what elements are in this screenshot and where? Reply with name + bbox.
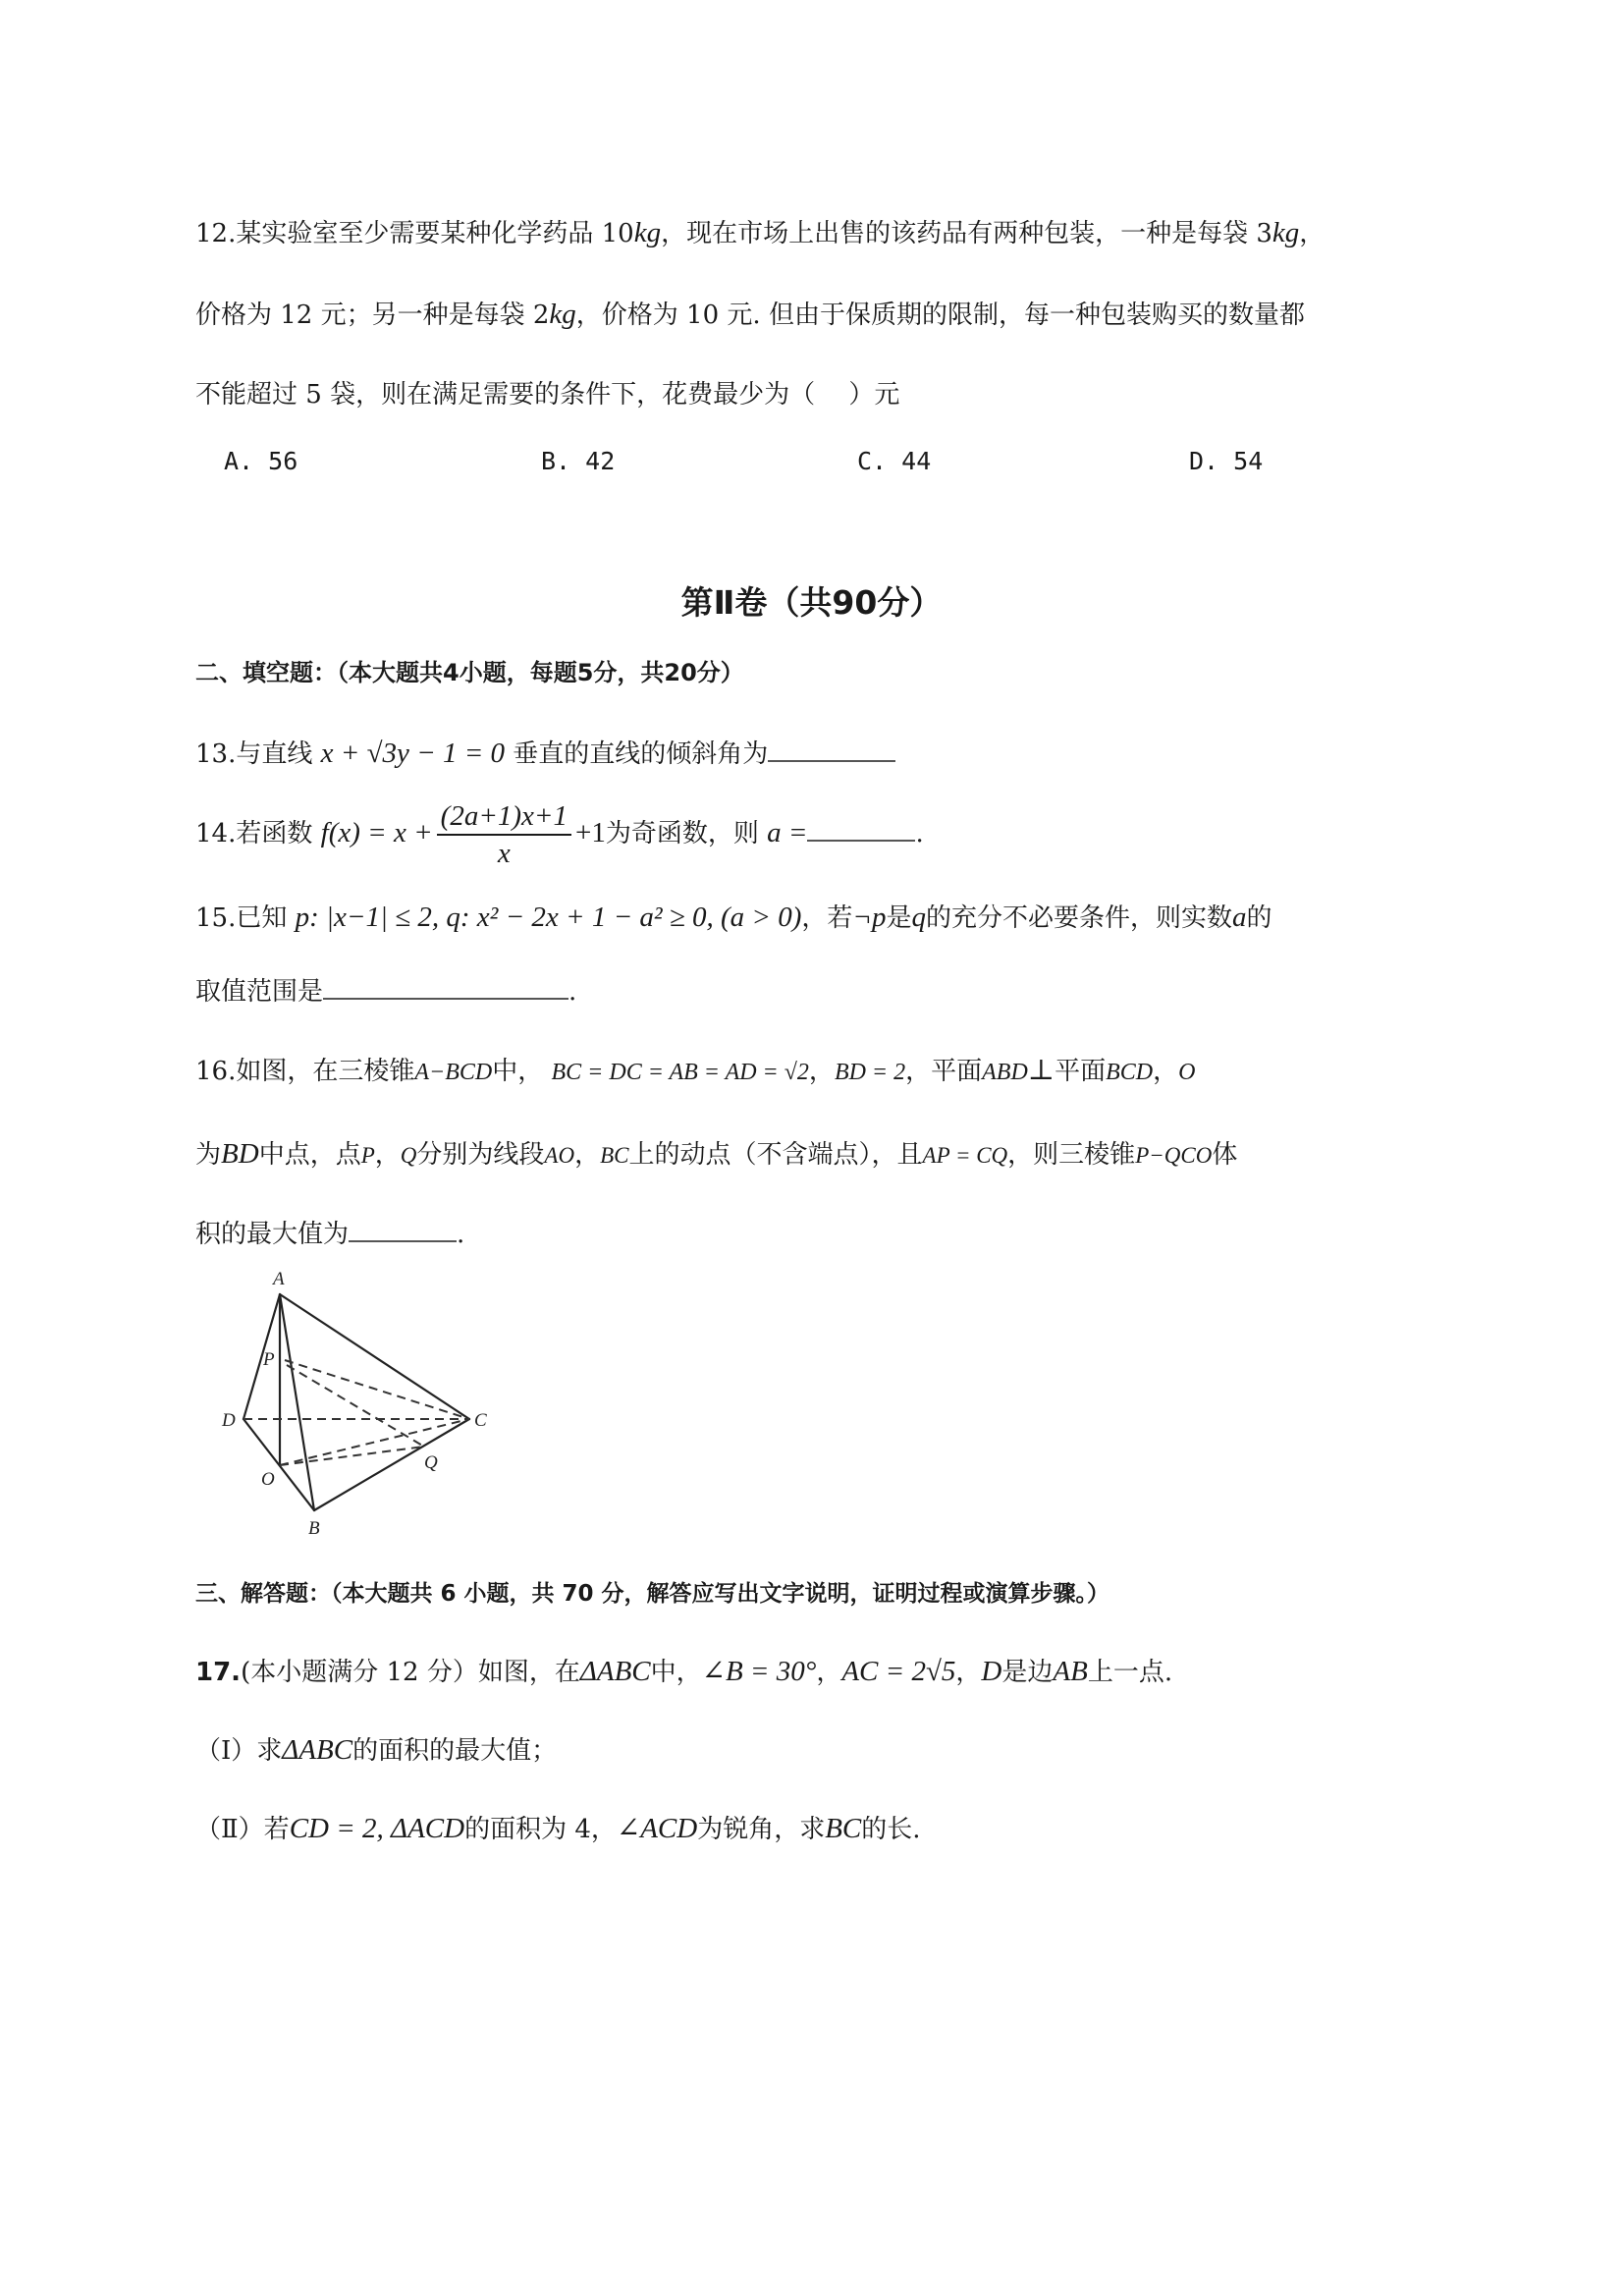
label-B: B: [308, 1518, 320, 1539]
q17-part2: （Ⅱ）若CD = 2, ΔACD的面积为 4，∠ACD为锐角，求BC的长.: [195, 1813, 921, 1844]
q15-line2: 取值范围是 .: [195, 977, 577, 1007]
part2-title: 第Ⅱ卷（共90分）: [680, 583, 943, 622]
q12-option-a: A. 56: [224, 447, 298, 475]
q16-answer-blank[interactable]: [349, 1236, 457, 1242]
q17-part1: （Ⅰ）求ΔABC的面积的最大值；: [195, 1734, 558, 1766]
label-C: C: [474, 1410, 487, 1431]
section3-heading: 三、解答题：（本大题共 6 小题，共 70 分，解答应写出文字说明，证明过程或演算步骤。）: [195, 1581, 1110, 1607]
q12-number: 12.: [195, 219, 237, 248]
q12-line1: 12.某实验室至少需要某种化学药品 10kg，现在市场上出售的该药品有两种包装，一种是每袋 3kg，: [195, 217, 1325, 248]
q16-line2: 为BD中点，点P，Q分别为线段AO，BC上的动点（不含端点），且AP = CQ，则三棱锥P−QCO体: [195, 1138, 1238, 1170]
edge-BC: [314, 1419, 469, 1510]
q12-line2: 价格为 12 元；另一种是每袋 2kg，价格为 10 元. 但由于保质期的限制，每一种包装购买的数量都: [195, 299, 1305, 330]
label-Q: Q: [424, 1452, 438, 1473]
q14-number: 14.: [195, 819, 237, 848]
label-D: D: [222, 1410, 236, 1431]
q16-number: 16.: [195, 1057, 237, 1086]
edge-AC: [280, 1294, 469, 1419]
q12-option-d: D. 54: [1189, 447, 1264, 475]
section2-heading: 二、填空题：（本大题共4小题，每题5分，共20分）: [195, 659, 744, 686]
q15-formula: p: |x−1| ≤ 2, q: x² − 2x + 1 − a² ≥ 0, (a > 0): [295, 902, 802, 933]
q15-number: 15.: [195, 903, 237, 933]
q14: 14.若函数 f(x) = x + $\frac{(2a+1)x+1}{x}$ +1为奇函数，则 a = .: [195, 800, 924, 869]
label-O: O: [261, 1469, 275, 1490]
label-A: A: [273, 1269, 285, 1289]
pyramid-diagram: [196, 1267, 511, 1561]
q14-answer-blank[interactable]: [807, 836, 915, 842]
q15-line1: 15.已知 p: |x−1| ≤ 2, q: x² − 2x + 1 − a² ≥ 0, (a > 0)，若¬p是q的充分不必要条件，则实数a的: [195, 902, 1272, 933]
q12-line3: 不能超过 5 袋，则在满足需要的条件下，花费最少为（ ）元: [195, 380, 900, 410]
q17-line1: 17.(本小题满分 12 分）如图，在ΔABC中，∠B = 30°，AC = 2√5，D是边AB上一点.: [195, 1656, 1173, 1687]
q16-line1: 16.如图，在三棱锥A−BCD中， BC = DC = AB = AD = √2，BD = 2，平面ABD⊥平面BCD，O: [195, 1055, 1196, 1086]
q13-answer-blank[interactable]: [768, 756, 895, 762]
q12-option-b: B. 42: [541, 447, 616, 475]
q14-fraction: $\frac{(2a+1)x+1}{x}$: [437, 798, 571, 871]
q16-line3: 积的最大值为 .: [195, 1220, 465, 1249]
q17-number: 17.: [195, 1658, 242, 1687]
edge-PQ-hidden: [287, 1365, 424, 1447]
q13: 13.与直线 x + √3y − 1 = 0 垂直的直线的倾斜角为: [195, 737, 895, 771]
edge-PC-hidden: [285, 1360, 469, 1419]
q12-option-c: C. 44: [857, 447, 932, 475]
q13-formula: x + √3y − 1 = 0: [320, 738, 506, 769]
q15-answer-blank[interactable]: [323, 994, 568, 1000]
edge-AB: [280, 1294, 314, 1510]
edge-OC-hidden: [280, 1419, 469, 1465]
label-P: P: [263, 1349, 275, 1370]
q13-number: 13.: [195, 739, 237, 769]
edge-OQ-hidden: [280, 1447, 424, 1465]
